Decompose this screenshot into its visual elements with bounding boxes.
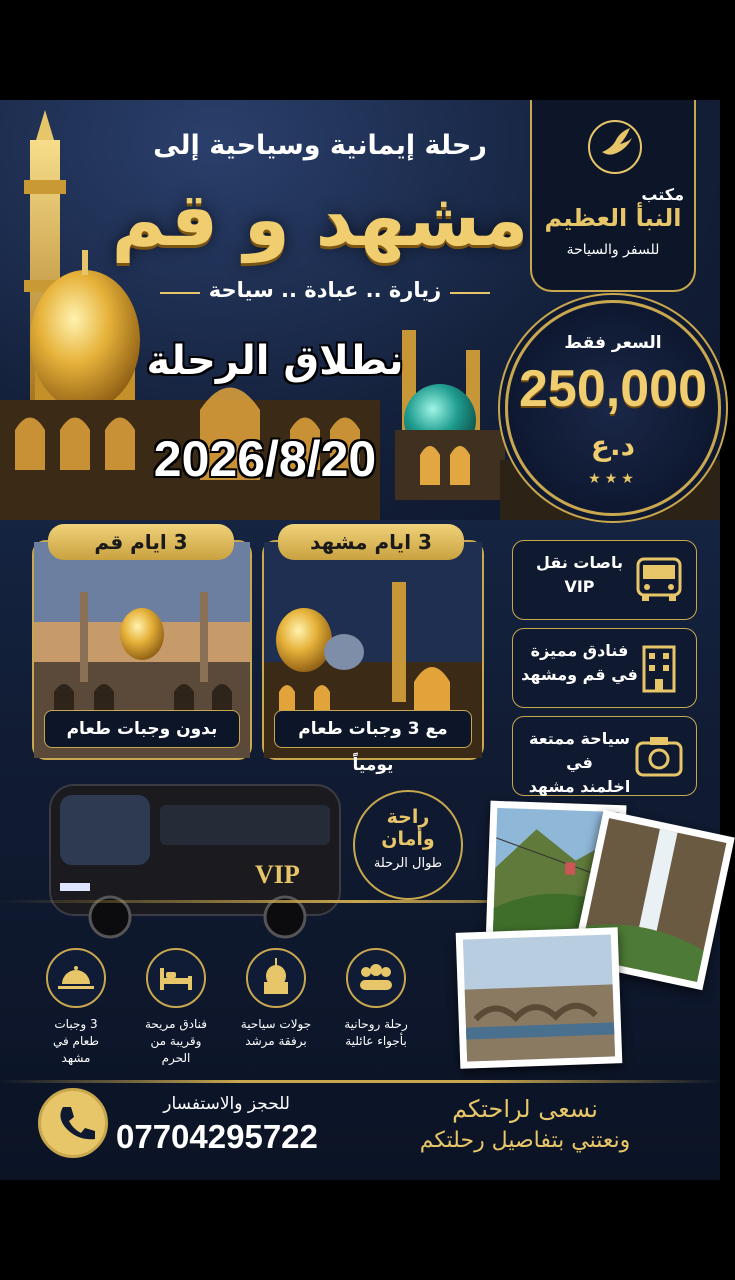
service-meals <box>39 948 113 1067</box>
bus-icon <box>632 553 686 607</box>
phone-icon[interactable] <box>38 1088 108 1158</box>
slogan-line2: ونعتني بتفاصيل رحلتكم <box>419 1128 631 1153</box>
mashhad-caption: مع 3 وجبات طعام يومياً <box>274 710 472 748</box>
service-tours-line2: برفقة مرشد <box>245 1034 307 1048</box>
contact-label: للحجز والاستفسار <box>163 1094 290 1114</box>
service-hotels-line1: فنادق مريحة <box>144 1017 208 1031</box>
agency-subtitle: للسفر والسياحة <box>566 242 660 258</box>
group-icon <box>346 948 406 1008</box>
service-tours <box>239 948 313 1050</box>
service-spiritual-line1: رحلة روحانية <box>344 1017 408 1031</box>
feature-hotels-line2: في قم ومشهد <box>521 665 638 684</box>
vip-bus-image <box>30 765 350 945</box>
feature-bus-line2: VIP <box>564 577 595 596</box>
service-meals-line2: طعام في مشهد <box>53 1034 99 1065</box>
feature-vip-bus <box>512 540 697 620</box>
hotel-icon <box>632 641 686 695</box>
feature-bus-line1: باصات نقل <box>536 553 623 572</box>
launch-date: 2026/8/20 <box>153 431 377 487</box>
comfort-line1: راحة <box>386 806 430 828</box>
travel-poster <box>0 100 720 1180</box>
dish-icon <box>46 948 106 1008</box>
package-card-mashhad <box>262 540 484 775</box>
comfort-badge <box>353 790 463 900</box>
service-spiritual-line2: بأجواء عائلية <box>345 1034 407 1048</box>
agency-name: النبأ العظيم <box>544 204 682 232</box>
price-label: السعر فقط <box>564 333 662 353</box>
bed-icon <box>146 948 206 1008</box>
price-amount: 250,000 <box>519 360 707 418</box>
service-hotels <box>139 948 213 1067</box>
feature-tourism-line2: اخلمند مشهد <box>528 777 631 796</box>
service-hotels-line2: وقريبة من الحرم <box>150 1034 202 1065</box>
dove-logo-icon <box>588 120 642 174</box>
qom-caption: بدون وجبات طعام <box>44 710 240 748</box>
price-badge <box>505 300 721 516</box>
bottom-divider <box>0 1080 720 1083</box>
city-photo <box>456 927 623 1069</box>
tagline-divider-left <box>160 292 200 294</box>
trip-tagline: زيارة .. عبادة .. سياحة <box>208 278 442 302</box>
launch-text: نطلاق الرحلة <box>146 338 404 384</box>
service-meals-line1: 3 وجبات <box>54 1017 98 1031</box>
feature-hotels <box>512 628 697 708</box>
camera-icon <box>632 729 686 783</box>
service-spiritual <box>339 948 413 1050</box>
shrine-icon <box>246 948 306 1008</box>
comfort-line2: وأمان <box>381 828 435 850</box>
price-stars: ★★★ <box>588 471 638 487</box>
destination-title: مشهد و قم <box>111 177 529 263</box>
logo-line1: مكتب <box>641 185 684 204</box>
agency-logo-box <box>530 100 696 292</box>
bus-vip-label: VIP <box>255 860 300 889</box>
feature-tourism-line1: سياحة ممتعة في <box>529 729 630 772</box>
slogan-line1: نسعى لراحتكم <box>452 1095 598 1123</box>
service-tours-line1: جولات سياحية <box>240 1017 312 1031</box>
feature-hotels-line1: فنادق مميزة <box>530 641 629 660</box>
package-title-mashhad: 3 ايام مشهد <box>278 524 464 560</box>
feature-tourism <box>512 716 697 796</box>
comfort-line3: طوال الرحلة <box>373 856 443 871</box>
package-card-qom <box>32 540 252 760</box>
package-title-qom: 3 ايام قم <box>48 524 234 560</box>
trip-subtitle: رحلة إيمانية وسياحية إلى <box>153 130 487 161</box>
price-currency: د.ع <box>590 429 636 462</box>
tagline-divider-right <box>450 292 490 294</box>
contact-phone[interactable]: 07704295722 <box>116 1118 318 1155</box>
